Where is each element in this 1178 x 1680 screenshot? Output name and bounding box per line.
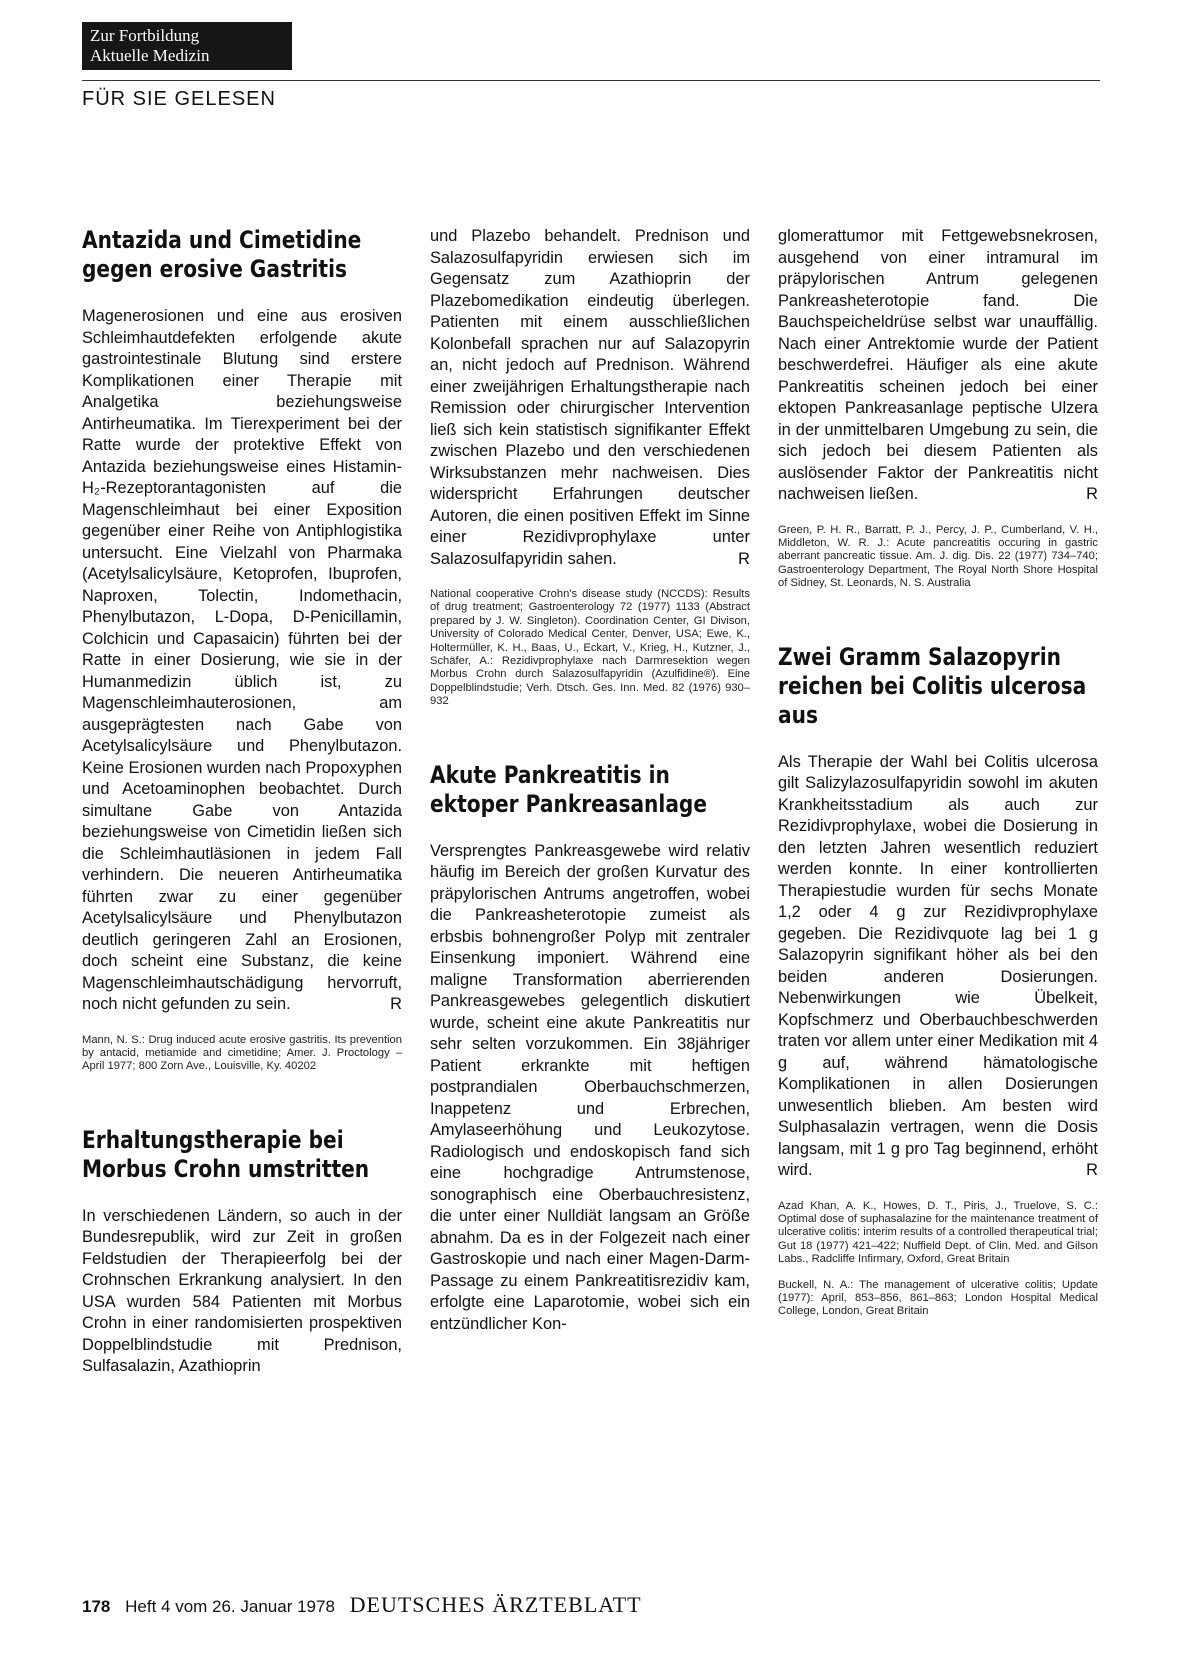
section-kicker: FÜR SIE GELESEN bbox=[82, 88, 276, 110]
column-1 bbox=[82, 226, 402, 1378]
reference-pankreatitis: Green, P. H. R., Barratt, P. J., Percy, J. P., Cumberland, V. H., Middleton, W. R. J.: Acute pancreatitis occuring in gastric aberrant pancreatic tissue. Am. J. dig. Dis. 22 (1977) 734–740; Gastroenterology Department, The Royal North Shore Hospital of Sidney, St. Leonards, N. S. Australia bbox=[778, 523, 1098, 590]
rubric-line-1: Zur Fortbildung bbox=[90, 26, 200, 45]
article-body-antazida: Magenerosionen und eine aus erosiven Schleimhautdefekten erfolgende akute gastrointestinale Blutung sind erstere Komplikationen einer Therapie mit Analgetika beziehungsweise Antirheumatika. Im Tierexperiment bei der Ratte wurde der protektive Effekt von Antazida beziehungsweise eines Histamin-H₂-Rezeptorantagonisten auf die Magenschleimhaut bei einer Exposition gegenüber einer Reihe von Antiphlogistika untersucht. Eine Vielzahl von Pharmaka (Acetylsalicylsäure, Ketoprofen, Ibuprofen, Naproxen, Tolectin, Indomethacin, Phenylbutazon, L-Dopa, D-Penicillamin, Colchicin und Capasaicin) führten bei der Ratte in einer Dosierung, wie sie in der Humanmedizin üblich ist, zu Magenschleimhauterosionen, am ausgeprägtesten nach Gabe von Acetylsalicylsäure und Phenylbutazon. Keine Erosionen wurden nach Propoxyphen und Acetoaminophen beobachtet. Durch simultane Gabe von Antazida beziehungsweise von Cimetidin ließen sich die Schleimhautläsionen in jedem Fall verhindern. Die neueren Antirheumatika führten zwar zu einer gegenüber Acetylsalicylsäure und Phenylbutazon deutlich geringeren Zahl an Erosionen, doch scheint eine Substanz, die keine Magenschleimhautschädigung hervorruft, noch nicht gefunden zu sein. R bbox=[82, 306, 402, 1016]
reference-antazida: Mann, N. S.: Drug induced acute erosive gastritis. Its prevention by antacid, metiamide and cimetidine; Amer. J. Proctology – April 1977; 800 Zorn Ave., Louisville, Ky. 40202 bbox=[82, 1033, 402, 1073]
page-number: 178 bbox=[82, 1597, 111, 1616]
reference-salazopyrin-2: Buckell, N. A.: The management of ulcerative colitis; Update (1977): April, 853–856, 861–863; London Hospital Medical College, London, Great Britain bbox=[778, 1278, 1098, 1318]
article-body-crohn-cont: und Plazebo behandelt. Prednison und Salazosulfapyridin erwiesen sich im Gegensatz zum Azathioprin der Plazebomedikation eindeutig überlegen. Patienten mit einem ausschließlichen Kolonbefall sprachen nur auf Salazopyrin an, nicht jedoch auf Prednison. Während einer zweijährigen Erhaltungstherapie nach Remission oder chirurgischer Intervention ließ sich kein statistisch signifikanter Effekt zwischen Plazebo und den verschiedenen Wirksubstanzen mehr nachweisen. Dies widerspricht Erfahrungen deutscher Autoren, die einen positiven Effekt im Sinne einer Rezidivprophylaxe unter Salazosulfapyridin sahen. R bbox=[430, 226, 750, 570]
author-sign: R bbox=[1086, 485, 1098, 503]
author-sign: R bbox=[1086, 1161, 1098, 1180]
reference-salazopyrin-1: Azad Khan, A. K., Howes, D. T., Piris, J., Truelove, S. C.: Optimal dose of suphasalazine for the maintenance treatment of ulcerative colitis: interim results of a controlled therapeutical trial; Gut 18 (1977) 421–422; Nuffield Dept. of Clin. Med. and Gilson Labs., Radcliffe Infirmary, Oxford, Great Britain bbox=[778, 1199, 1098, 1266]
rubric-line-2: Aktuelle Medizin bbox=[90, 46, 210, 65]
article-body-pankreatitis-cont: glomerattumor mit Fettgewebsnekrosen, ausgehend von einer intramural im präpylorischen Antrum gelegenen Pankreasheterotopie fand. Die Bauchspeicheldrüse selbst war unauffällig. Nach einer Antrektomie wurde der Patient beschwerdefrei. Häufiger als eine akute Pankreatitis scheinen jedoch bei einer ektopen Pankreasanlage peptische Ulzera in der unmittelbaren Umgebung zu sein, die sich jedoch bei diesem Patienten als auslösender Faktor der Pankreatitis nicht nachweisen ließen. R bbox=[778, 226, 1098, 506]
article-title-antazida: Antazida und Cimetidine gegen erosive Gastritis bbox=[82, 226, 362, 283]
masthead: DEUTSCHES ÄRZTEBLATT bbox=[349, 1592, 642, 1617]
article-title-crohn: Erhaltungstherapie bei Morbus Crohn umstritten bbox=[82, 1125, 370, 1183]
reference-crohn: National cooperative Crohn's disease study (NCCDS): Results of drug treatment; Gastroenterology 72 (1977) 1133 (Abstract prepared by J. W. Singleton). Coordination Center, GI Divison, University of Colorado Medical Center, Denver, USA; Ewe, K., Holtermüller, K. H., Baas, U., Eckart, V., Krieg, H., Kutzner, J., Schäfer, A.: Rezidivprophylaxe nach Darmresektion wegen Morbus Crohn durch Salazosulfapyridin (Azulfidine®). Eine Doppelblindstudie; Verh. Dtsch. Ges. Inn. Med. 82 (1976) 930–932 bbox=[430, 588, 750, 708]
article-body-crohn: In verschiedenen Ländern, so auch in der Bundesrepublik, wird zur Zeit in großen Feldstudien der Therapieerfolg bei der Crohnschen Erkrankung analysiert. In den USA wurden 584 Patienten mit Morbus Crohn in einer randomisierten prospektiven Doppelblindstudie mit Prednison, Sulfasalazin, Azathioprin bbox=[82, 1206, 402, 1376]
header-rule bbox=[82, 80, 1100, 81]
column-2 bbox=[430, 226, 750, 1335]
article-body-salazopyrin: Als Therapie der Wahl bei Colitis ulcerosa gilt Salizylazosulfapyridin sowohl im akuten Krankheitsstadium als auch zur Rezidivprophylaxe, wobei die Dosierung in den letzten Jahren wesentlich reduziert werden konnte. In einer kontrollierten Therapiestudie wurden für sechs Monate 1,2 oder 4 g zur Rezidivprophylaxe gegeben. Die Rezidivquote lag bei 1 g Salazopyrin signifikant höher als bei den beiden anderen Dosierungen. Nebenwirkungen wie Übelkeit, Kopfschmerz und Oberbauchbeschwerden traten vor allem unter einer Medikation mit 4 g auf, während hämatologische Komplikationen in allen Dosierungen unwesentlich blieben. Am besten wird Sulphasalazin vertragen, wenn die Dosis langsam, mit 1 g pro Tag beginnend, erhöht wird. R bbox=[778, 752, 1098, 1182]
page-footer bbox=[82, 1592, 642, 1618]
article-body-pankreatitis: Versprengtes Pankreasgewebe wird relativ häufig im Bereich der großen Kurvatur des präpylorischen Antrums angetroffen, wobei die Pankreasheterotopie zumeist als erbsbis bohnengroßer Polyp mit zentraler Einsenkung imponiert. Während eine maligne Transformation aberrierenden Pankreasgewebes gelegentlich diskutiert wurde, scheint eine akute Pankreatitis nur sehr selten vorzukommen. Ein 38jähriger Patient erkrankte mit heftigen postprandialen Oberbauchschmerzen, Inappetenz und Erbrechen, Amylaseerhöhung und Leukozytose. Radiologisch und endoskopisch fand sich eine hochgradige Antrumstenose, sonographisch eine Oberbauchresistenz, die unter einer Nulldiät langsam an Größe abnahm. Da es in der Folgezeit nach einer Gastroskopie und nach einer Magen-Darm-Passage zu einem Pankreatitisrezidiv kam, erfolgte eine Laparotomie, wobei sich ein entzündlicher Kon- bbox=[430, 841, 750, 1333]
column-3 bbox=[778, 226, 1098, 1319]
article-title-pankreatitis: Akute Pankreatitis in ektoper Pankreasanlage bbox=[430, 760, 708, 818]
issue-info: Heft 4 vom 26. Januar 1978 bbox=[125, 1597, 335, 1616]
article-title-salazopyrin: Zwei Gramm Salazopyrin reichen bei Colitis ulcerosa aus bbox=[778, 642, 1087, 729]
author-sign: R bbox=[738, 549, 750, 568]
section-rubric bbox=[82, 22, 292, 70]
author-sign: R bbox=[390, 995, 402, 1013]
